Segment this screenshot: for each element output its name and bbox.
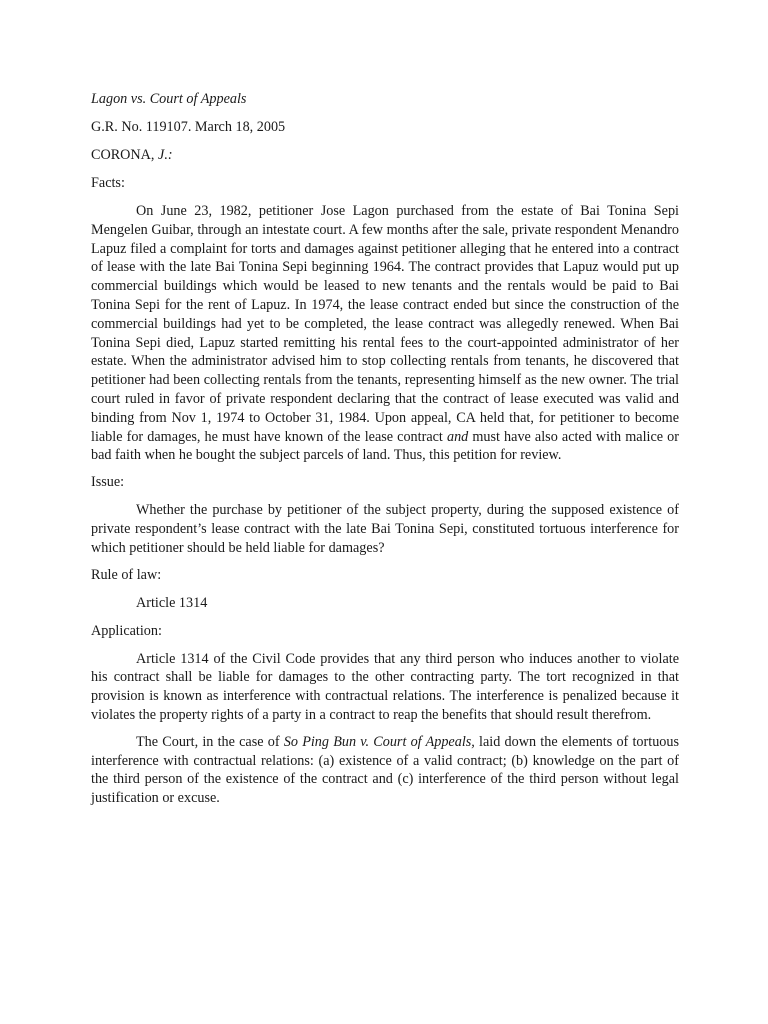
facts-emphasis: and	[446, 428, 469, 445]
issue-heading: Issue:	[91, 474, 125, 491]
cited-case: So Ping Bun v. Court of Appeals,	[283, 733, 475, 750]
rule-article: Article 1314	[136, 594, 208, 611]
document-page	[91, 90, 679, 816]
ponente-suffix: J.:	[158, 147, 173, 163]
facts-body: On June 23, 1982, petitioner Jose Lagon purchased from the estate of Bai Tonina Sepi Mengelen Guibar, through an intestate court. A few months after the sale, private respondent Menandro Lapuz filed a complaint for torts and damages against petitioner alleging that he entered into a contract of lease with the late Bai Tonina Sepi beginning 1964. The contract provides that Lapuz would put up commercial buildings which would be leased to new tenants and the rentals would be paid to Bai Tonina Sepi for the rent of Lapuz. In 1974, the lease contract ended but since the construction of the commercial buildings had yet to be completed, the lease contract was allegedly renewed. When Bai Tonina Sepi died, Lapuz started remitting his rental fees to the court-appointed administrator of her estate. When the administrator advised him to stop collecting rentals from tenants, he discovered that petitioner had been collecting rentals from the tenants, representing himself as the new owner. The trial court ruled in favor of private respondent declaring that the contract of lease executed was valid and binding from Nov 1, 1974 to October 31, 1984. Upon appeal, CA held that, for petitioner to become liable for damages, he must have known of the lease contract	[91, 203, 679, 445]
ponente-name: CORONA,	[91, 147, 159, 163]
facts-heading: Facts:	[91, 175, 125, 191]
application-p2-end: laid down the elements of tortuous interference with contractual relations: (a) existence of a valid contract; (b) knowledge on the part of the third person of the existence of the contract and (c) interference of the third person without legal justification or excuse.	[91, 733, 679, 807]
facts-paragraph	[91, 202, 679, 465]
issue-paragraph: Whether the purchase by petitioner of the subject property, during the supposed existence of private respondent’s lease contract with the late Bai Tonina Sepi, constituted tortuous interference for which petitioner should be held liable for damages?	[91, 502, 679, 556]
ponente	[91, 146, 679, 164]
docket-number: G.R. No. 119107. March 18, 2005	[91, 119, 286, 135]
rule-heading: Rule of law:	[91, 566, 162, 583]
application-paragraph-2	[91, 733, 679, 808]
application-paragraph-1: Article 1314 of the Civil Code provides that any third person who induces another to violate his contract shall be liable for damages to the other contracting party. The tort recognized in that provision is known as interference with contractual relations. The interference is penalized because it violates the property rights of a party in a contract to reap the benefits that should result therefrom.	[91, 650, 679, 723]
application-heading: Application:	[91, 622, 162, 639]
case-title: Lagon vs. Court of Appeals	[91, 91, 247, 107]
facts-body-end: must have also acted with malice or bad faith when he bought the subject parcels of land. Thus, this petition for review.	[91, 428, 679, 464]
application-p2-start: The Court, in the case of	[136, 733, 284, 750]
